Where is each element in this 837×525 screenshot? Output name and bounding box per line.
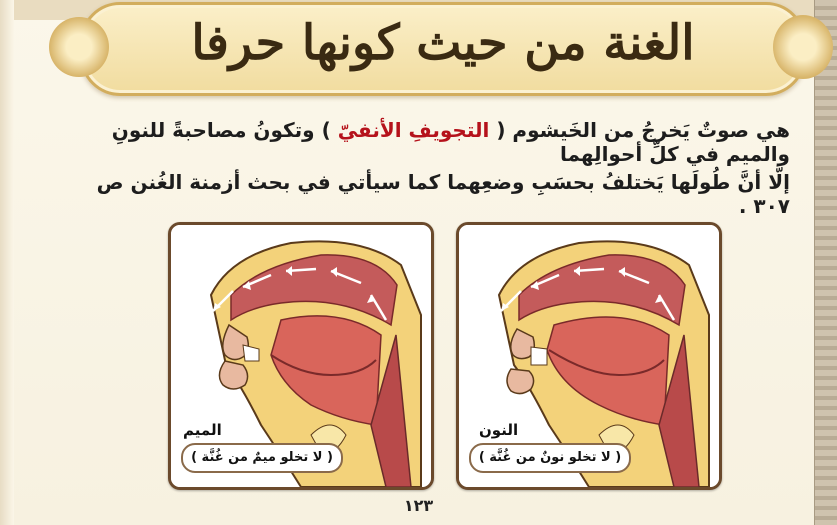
figure-caption-meem: ( لا تخلو ميمٌ من غُنَّة ) bbox=[181, 443, 343, 473]
page-number: ١٢٣ bbox=[403, 496, 434, 515]
highlight-term: التجويفِ الأنفيّ bbox=[337, 118, 490, 142]
spiral-binding bbox=[814, 0, 837, 525]
body-line-2: إلَّا أنَّ طُولَها يَختلفُ بحسَبِ وضعِهما كما سيأتي في بحث أزمنة الغُنن ص ٣٠٧ . bbox=[96, 170, 790, 218]
left-page-shadow bbox=[0, 0, 14, 525]
title-banner bbox=[80, 2, 806, 96]
figure-caption-noon: ( لا تخلو نونٌ من غُنَّة ) bbox=[469, 443, 631, 473]
body-line-1 bbox=[70, 118, 790, 166]
page-title: الغنة من حيث كونها حرفا bbox=[191, 15, 695, 71]
figure-label-meem: الميم bbox=[183, 421, 222, 439]
figure-label-noon: النون bbox=[479, 421, 519, 439]
figure-meem bbox=[168, 222, 434, 490]
body-line-1-end: ) وتكونُ مصاحبةً للنونِ والميم في كلِّ أحوالِهما bbox=[111, 118, 790, 166]
body-line-1-start: هي صوتٌ يَخرجُ من الخَيشوم ( bbox=[489, 118, 790, 142]
figure-noon bbox=[456, 222, 722, 490]
